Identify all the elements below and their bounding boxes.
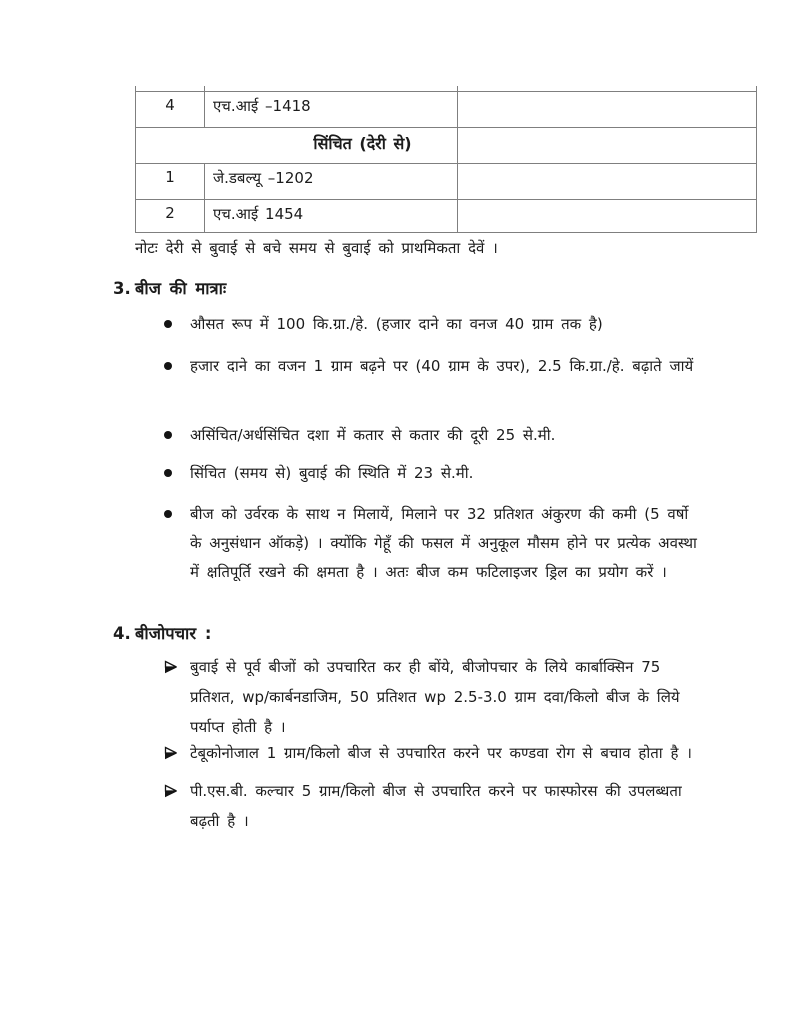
bullet-item — [164, 459, 704, 488]
variety-cell: जे.डबल्यू –1202 — [205, 164, 458, 200]
section-3-heading — [113, 276, 226, 299]
empty-cell — [458, 200, 757, 233]
variety-cell: एच.आई 1454 — [205, 200, 458, 233]
disc-bullet-icon — [164, 431, 172, 439]
disc-bullet-icon — [164, 362, 172, 370]
section-number: 4. — [113, 624, 131, 643]
section-4-heading — [113, 621, 211, 644]
arrow-bullet-icon — [164, 746, 178, 760]
bullet-item — [164, 421, 704, 450]
empty-cell — [458, 92, 757, 128]
serial-cell: 2 — [136, 200, 205, 233]
empty-cell — [458, 128, 757, 164]
bullet-item — [164, 776, 704, 836]
bullet-item — [164, 500, 704, 587]
arrow-bullet-icon — [164, 784, 178, 798]
bullet-text: औसत रूप में 100 कि.ग्रा./हे. (हजार दाने का वनज 40 ग्राम तक है) — [190, 315, 603, 333]
serial-cell: 1 — [136, 164, 205, 200]
bullet-text: टेबूकोनोजाल 1 ग्राम/किलो बीज से उपचारित करने पर कण्डवा रोग से बचाव होता है । — [190, 744, 692, 762]
note-line: नोटः देरी से बुवाई से बचे समय से बुवाई को प्राथमिकता देवें । — [135, 239, 498, 257]
bullet-text: बुवाई से पूर्व बीजों को उपचारित कर ही बोंये, बीजोपचार के लिये कार्बाक्सिन 75 प्रतिशत, wp/कार्बनडाजिम, 50 प्रतिशत wp 2.5-3.0 ग्राम दवा/किलो बीज के लिये पर्याप्त होती है । — [190, 658, 680, 736]
section-header-cell: सिंचित (देरी से) — [136, 128, 458, 164]
bullet-text: असिंचित/अर्धसिंचित दशा में कतार से कतार की दूरी 25 से.मी. — [190, 426, 556, 444]
bullet-text: पी.एस.बी. कल्चार 5 ग्राम/किलो बीज से उपचारित करने पर फास्फोरस की उपलब्धता बढ़ती है । — [190, 782, 682, 830]
bullet-text: सिंचित (समय से) बुवाई की स्थिति में 23 से.मी. — [190, 464, 474, 482]
variety-cell: एच.आई –1418 — [205, 92, 458, 128]
disc-bullet-icon — [164, 469, 172, 477]
empty-cell — [458, 164, 757, 200]
section-title: बीजोपचार : — [135, 624, 212, 643]
disc-bullet-icon — [164, 320, 172, 328]
arrow-bullet-icon — [164, 660, 178, 674]
bullet-text: बीज को उर्वरक के साथ न मिलायें, मिलाने पर 32 प्रतिशत अंकुरण की कमी (5 वर्षो के अनुसंधान ऑकड़े) । क्योंकि गेहूँ की फसल में अनुकूल मौसम होने पर प्रत्येक अवस्था में क्षतिपूर्ति रखने की क्षमता है । अतः बीज कम फटिलाइजर ड्रिल का प्रयोग करें । — [190, 505, 697, 581]
bullet-item — [164, 652, 704, 742]
table-row — [136, 164, 757, 200]
section-title: बीज की मात्राः — [135, 279, 227, 298]
table-row — [136, 200, 757, 233]
bullet-item — [164, 738, 704, 768]
table-section-header-row — [136, 128, 757, 164]
bullet-item — [164, 352, 704, 381]
bullet-item — [164, 310, 704, 339]
disc-bullet-icon — [164, 510, 172, 518]
serial-cell: 4 — [136, 92, 205, 128]
varieties-table — [135, 86, 757, 233]
bullet-text: हजार दाने का वजन 1 ग्राम बढ़ने पर (40 ग्राम के उपर), 2.5 कि.ग्रा./हे. बढ़ाते जायें — [190, 357, 694, 375]
section-number: 3. — [113, 279, 131, 298]
table-row — [136, 92, 757, 128]
